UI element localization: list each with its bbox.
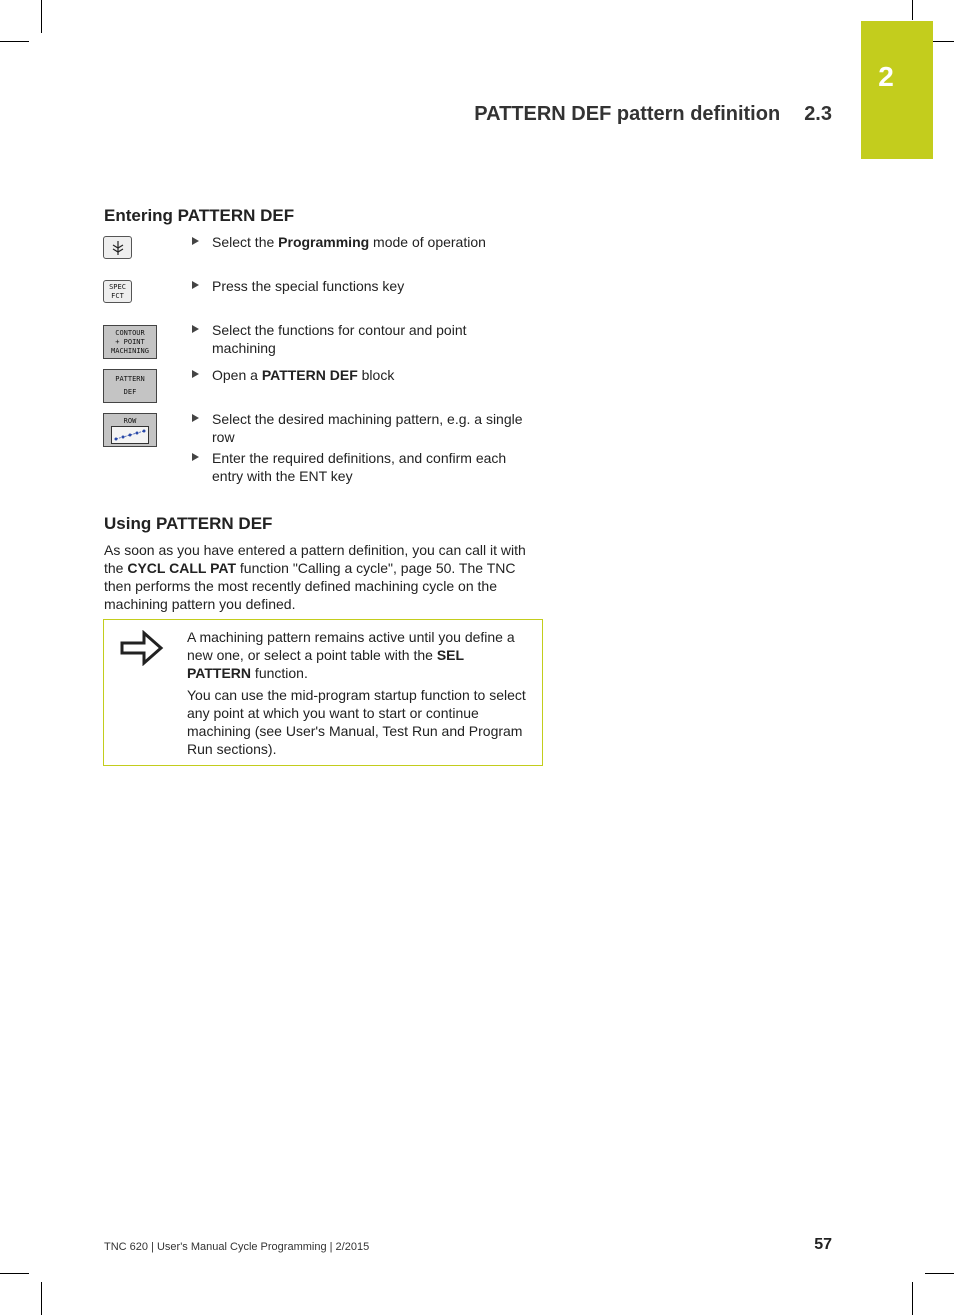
step-text: Select the desired machining pattern, e.g. a single row bbox=[212, 411, 523, 445]
crop-mark bbox=[0, 1273, 29, 1274]
bullet-triangle-icon bbox=[192, 325, 199, 333]
page-header bbox=[430, 103, 832, 126]
crop-mark bbox=[925, 1273, 954, 1274]
contour-line1: CONTOUR bbox=[115, 328, 145, 337]
bullet-triangle-icon bbox=[192, 281, 199, 289]
contour-line3: MACHINING bbox=[111, 346, 149, 355]
note-text bbox=[187, 628, 527, 762]
section-title: PATTERN DEF pattern definition bbox=[474, 103, 781, 125]
crop-mark bbox=[41, 0, 42, 33]
bullet-triangle-icon bbox=[192, 237, 199, 245]
step-text: block bbox=[357, 367, 395, 383]
note-keyword: SEL PATTERN bbox=[187, 647, 464, 681]
step-keyword: Programming bbox=[278, 234, 370, 250]
step-keyword: PATTERN DEF bbox=[261, 367, 358, 383]
pattern-def-softkey-icon bbox=[103, 369, 157, 403]
step-select-contour-functions bbox=[192, 321, 522, 357]
paragraph-text: As soon as you have entered a pattern definition, you can call it with the bbox=[104, 542, 526, 576]
crop-mark bbox=[912, 1282, 913, 1315]
spec-fct-key-icon bbox=[103, 280, 132, 303]
step-text: Press the special functions key bbox=[212, 278, 405, 294]
chapter-number: 2 bbox=[878, 61, 894, 92]
arrow-right-icon bbox=[120, 630, 164, 666]
step-text: Select the functions for contour and point machining bbox=[212, 322, 467, 356]
crop-mark bbox=[0, 41, 29, 42]
contour-point-machining-softkey-icon bbox=[103, 325, 157, 359]
footer-text: TNC 620 | User's Manual Cycle Programming | 2/2015 bbox=[104, 1241, 370, 1253]
step-enter-definitions bbox=[192, 449, 532, 485]
section-number: 2.3 bbox=[804, 103, 832, 125]
bullet-triangle-icon bbox=[192, 414, 199, 422]
programming-mode-icon bbox=[111, 240, 125, 256]
crop-mark bbox=[912, 0, 913, 20]
spec-fct-line2: FCT bbox=[111, 291, 124, 300]
note-paragraph-1 bbox=[187, 628, 527, 682]
bullet-triangle-icon bbox=[192, 453, 199, 461]
heading-using: Using PATTERN DEF bbox=[104, 514, 273, 533]
paragraph-keyword: CYCL CALL PAT bbox=[127, 560, 236, 576]
chapter-tab bbox=[861, 21, 933, 159]
note-box bbox=[103, 619, 543, 766]
bullet-triangle-icon bbox=[192, 370, 199, 378]
row-label: ROW bbox=[123, 417, 137, 425]
step-text: Open a bbox=[212, 367, 262, 383]
heading-entering: Entering PATTERN DEF bbox=[104, 206, 295, 225]
spec-fct-line1: SPEC bbox=[109, 282, 126, 291]
row-softkey-icon bbox=[103, 413, 157, 447]
step-text: Enter the required definitions, and confirm each entry with the ENT key bbox=[212, 450, 507, 484]
step-press-spec-fct bbox=[192, 277, 542, 295]
page-number: 57 bbox=[814, 1236, 832, 1253]
step-text: mode of operation bbox=[369, 234, 486, 250]
paragraph-text: function "Calling a cycle", page 50. The TNC then performs the most recently defined machining cycle on the machining pattern you defined. bbox=[104, 560, 516, 612]
pattern-line2: DEF bbox=[123, 388, 137, 396]
step-text: Select the bbox=[212, 234, 279, 250]
step-open-pattern-def bbox=[192, 366, 542, 384]
contour-line2: + POINT bbox=[115, 337, 145, 346]
note-paragraph-2: You can use the mid-program startup function to select any point at which you want to start or continue machining (see User's Manual, Test Run and Program Run sections). bbox=[187, 687, 526, 757]
step-select-programming bbox=[192, 233, 542, 251]
pattern-line1: PATTERN bbox=[115, 375, 145, 383]
note-text-part: function. bbox=[251, 665, 308, 681]
using-paragraph bbox=[104, 541, 544, 613]
note-text-part: A machining pattern remains active until you define a new one, or select a point table with the bbox=[187, 629, 515, 663]
crop-mark bbox=[933, 41, 954, 42]
step-select-pattern bbox=[192, 410, 542, 446]
row-pattern-icon bbox=[111, 426, 149, 444]
programming-key-icon bbox=[103, 236, 132, 259]
crop-mark bbox=[41, 1282, 42, 1315]
